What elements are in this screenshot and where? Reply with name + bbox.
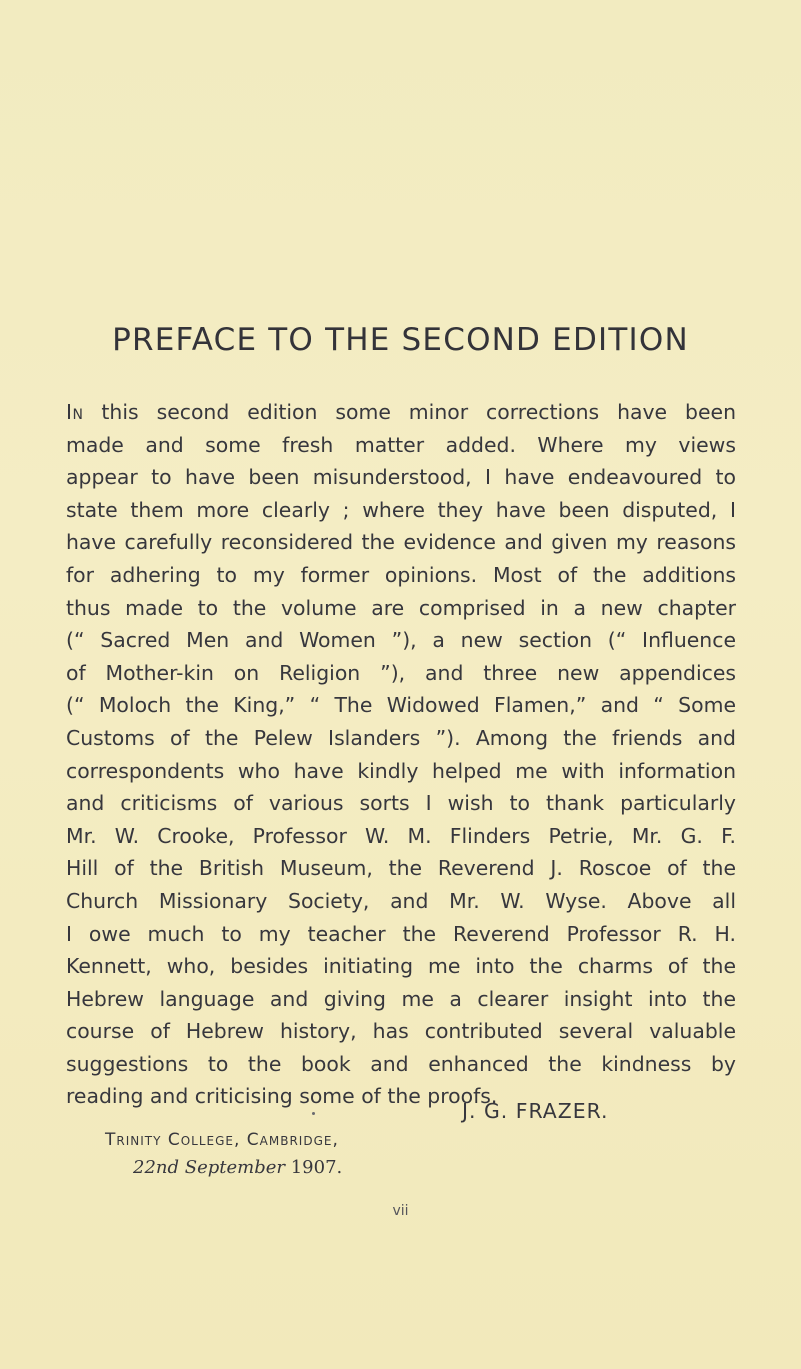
paragraph-line: have carefully reconsidered the evidence and given my reasons bbox=[66, 530, 736, 555]
paragraph-line: Hebrew language and giving me a clearer insight into the bbox=[66, 986, 736, 1011]
page-title: PREFACE TO THE SECOND EDITION bbox=[112, 322, 689, 358]
place-line: Trinity College, Cambridge, bbox=[105, 1130, 339, 1150]
paragraph-line: Mr. W. Crooke, Professor W. M. Flinders Petrie, Mr. G. F. bbox=[66, 823, 736, 848]
preface-paragraph bbox=[66, 396, 736, 1113]
paragraph-line: Customs of the Pelew Islanders ”). Among the friends and bbox=[66, 725, 736, 750]
paragraph-line: (“ Moloch the King,” “ The Widowed Flamen,” and “ Some bbox=[66, 693, 736, 718]
paragraph-line: made and some fresh matter added. Where my views bbox=[66, 432, 736, 457]
paragraph-line: state them more clearly ; where they have been disputed, I bbox=[66, 497, 736, 522]
paragraph-line: suggestions to the book and enhanced the kindness by bbox=[66, 1051, 736, 1076]
lead-word: In bbox=[66, 400, 84, 424]
paragraph-line: of Mother-kin on Religion ”), and three new appendices bbox=[66, 660, 736, 685]
paragraph-line: reading and criticising some of the proofs. bbox=[66, 1084, 498, 1109]
date-day: 22nd September bbox=[133, 1157, 285, 1178]
paragraph-line: course of Hebrew history, has contributed several valuable bbox=[66, 1019, 736, 1044]
author-signature: J. G. FRAZER. bbox=[462, 1099, 609, 1123]
paragraph-line: thus made to the volume are comprised in a new chapter bbox=[66, 595, 736, 620]
page-number: vii bbox=[392, 1203, 409, 1219]
paragraph-line: appear to have been misunderstood, I have endeavoured to bbox=[66, 465, 736, 490]
stray-dot bbox=[312, 1112, 315, 1115]
paragraph-line: correspondents who have kindly helped me with information bbox=[66, 758, 736, 783]
paragraph-line: Kennett, who, besides initiating me into the charms of the bbox=[66, 954, 736, 979]
paragraph-line: Church Missionary Society, and Mr. W. Wyse. Above all bbox=[66, 888, 736, 913]
paragraph-line: and criticisms of various sorts I wish to thank particularly bbox=[66, 791, 736, 816]
date-line bbox=[133, 1157, 342, 1178]
paragraph-line: I owe much to my teacher the Reverend Professor R. H. bbox=[66, 921, 736, 946]
paragraph-line: for adhering to my former opinions. Most of the additions bbox=[66, 562, 736, 587]
paragraph-line: (“ Sacred Men and Women ”), a new section (“ Influence bbox=[66, 628, 736, 653]
paragraph-line: In this second edition some minor corrections have been bbox=[66, 400, 736, 424]
paragraph-line: Hill of the British Museum, the Reverend J. Roscoe of the bbox=[66, 856, 736, 881]
date-year: 1907. bbox=[290, 1157, 343, 1178]
